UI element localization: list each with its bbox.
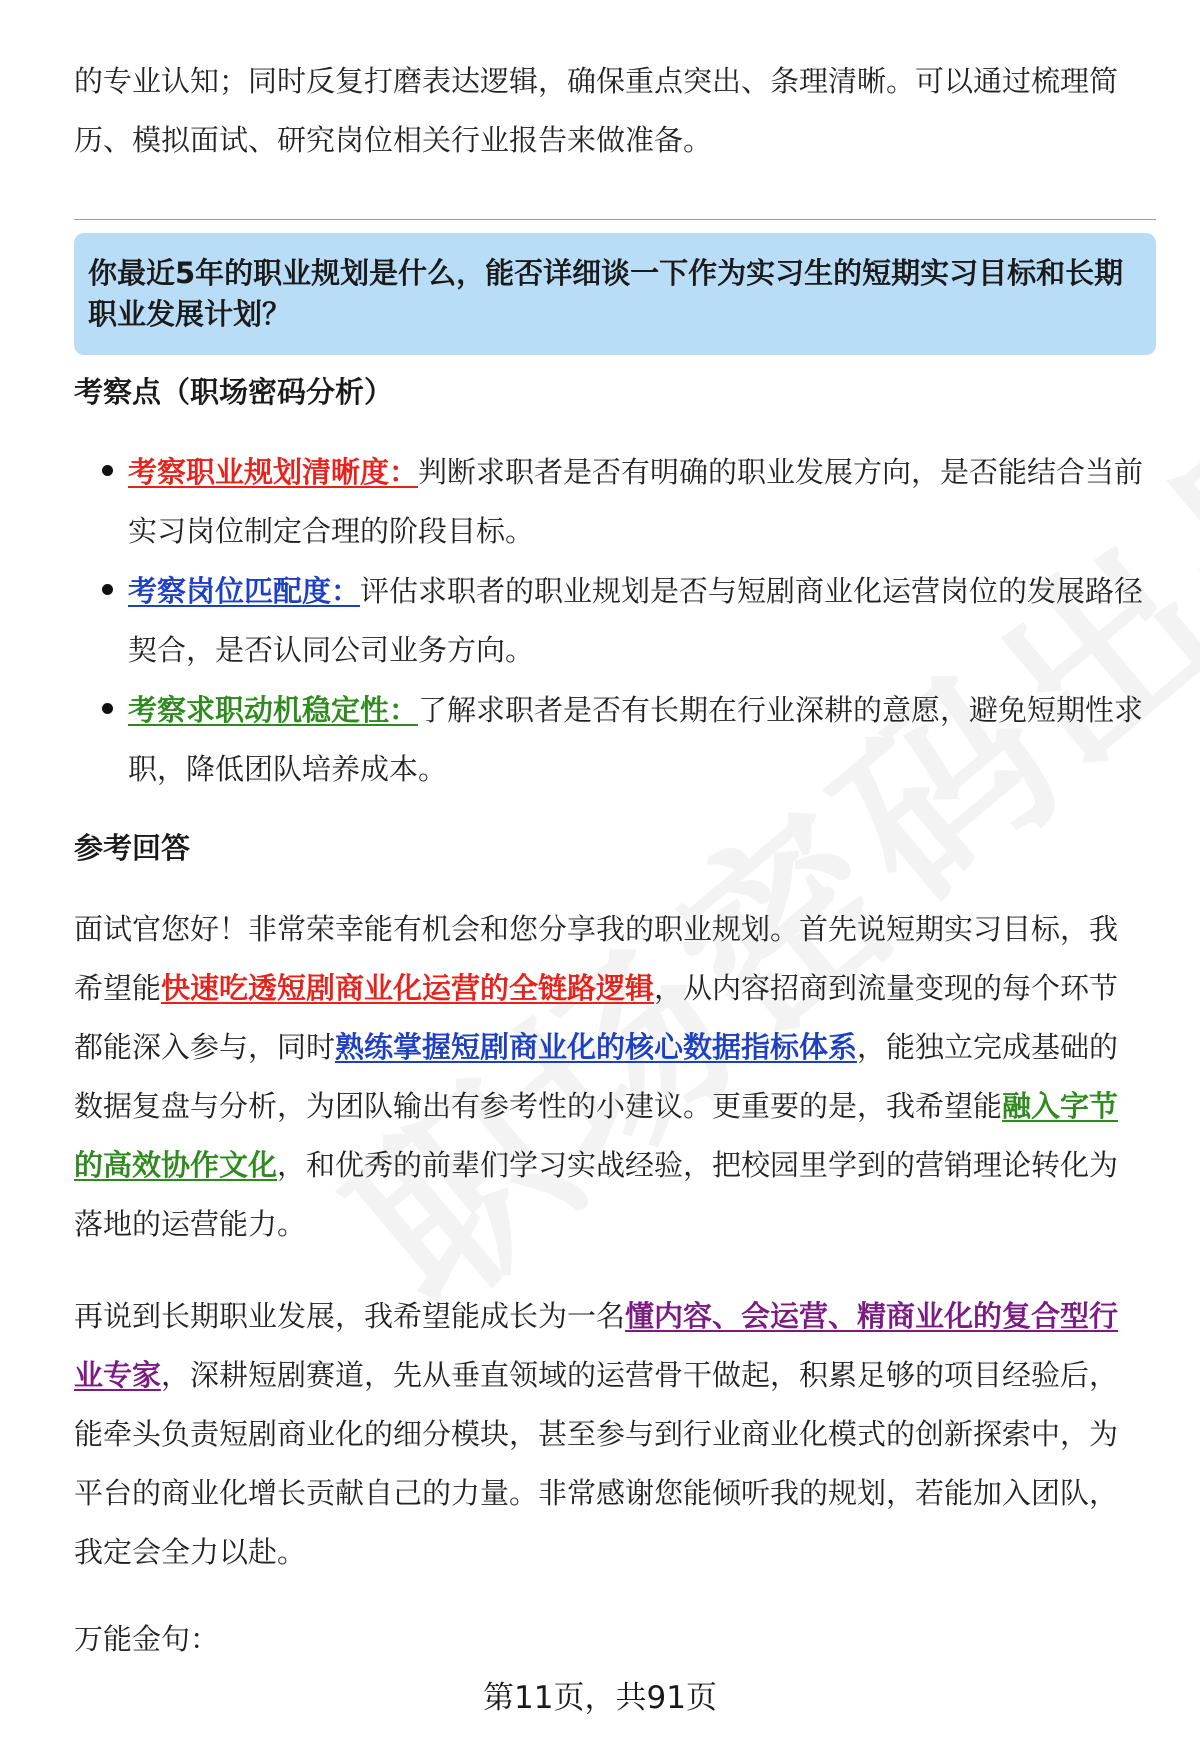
bullet-icon: [102, 584, 113, 595]
question-box: [74, 233, 1156, 355]
highlight-keyword: 熟练掌握短剧商业化的核心数据指标体系: [335, 1030, 858, 1064]
answer-text-segment: ，深耕短剧赛道，先从垂直领域的运营骨干做起，积累足够的项目经验后，能牵头负责短剧商业化的细分模块，甚至参与到行业商业化模式的创新探索中，为平台的商业化增长贡献自己的力量。非常感谢您能倾听我的规划，若能加入团队，我定会全力以赴。: [74, 1358, 1119, 1569]
assessment-item: [128, 562, 1148, 680]
assessment-heading: [74, 370, 1144, 411]
assessment-list: [128, 443, 1148, 800]
assessment-title: 考察点（职场密码分析）: [74, 375, 394, 409]
assessment-text: 了解求职者是否有长期在行业深耕的意愿，避免短期性求职，降低团队培养成本。: [128, 693, 1144, 786]
bullet-icon: [102, 703, 113, 714]
page-number: 第11页，共91页: [483, 1680, 717, 1716]
assessment-item: [128, 443, 1148, 561]
question-text: 你最近5年的职业规划是什么，能否详细谈一下作为实习生的短期实习目标和长期职业发展计划？: [88, 256, 1124, 331]
reference-heading: [74, 826, 1144, 867]
answer-text-segment: 面试官您好！非常荣幸能有机会和您分享我的职业规划。首先说短期实习目标，我希望能: [74, 912, 1119, 1005]
highlight-keyword: 融入字节的高效协作文化: [74, 1089, 1119, 1182]
assessment-keyword: 考察求职动机稳定性：: [128, 693, 419, 727]
intro-text: 的专业认知；同时反复打磨表达逻辑，确保重点突出、条理清晰。可以通过梳理简历、模拟面试、研究岗位相关行业报告来做准备。: [74, 64, 1119, 157]
golden-sentence-label: [74, 1610, 1144, 1669]
assessment-text: 判断求职者是否有明确的职业发展方向，是否能结合当前实习岗位制定合理的阶段目标。: [128, 455, 1144, 548]
intro-paragraph: [74, 52, 1144, 170]
golden-label: 万能金句：: [74, 1622, 220, 1656]
reference-title: 参考回答: [74, 831, 191, 865]
answer-text-segment: ，能独立完成基础的数据复盘与分析，为团队输出有参考性的小建议。更重要的是，我希望能: [74, 1030, 1119, 1123]
answer-paragraph-1: [74, 900, 1144, 1254]
section-divider: [74, 219, 1156, 220]
highlight-keyword: 懂内容、会运营、精商业化的复合型行业专家: [74, 1299, 1119, 1392]
assessment-keyword: 考察岗位匹配度：: [128, 574, 361, 608]
answer-text-segment: ，和优秀的前辈们学习实战经验，把校园里学到的营销理论转化为落地的运营能力。: [74, 1148, 1119, 1241]
answer-text-2: [74, 1287, 1144, 1582]
bullet-icon: [102, 465, 113, 476]
answer-text-1: [74, 900, 1144, 1254]
assessment-keyword: 考察职业规划清晰度：: [128, 455, 419, 489]
answer-text-segment: 再说到长期职业发展，我希望能成长为一名: [74, 1299, 626, 1333]
highlight-keyword: 快速吃透短剧商业化运营的全链路逻辑: [161, 971, 655, 1005]
answer-paragraph-2: [74, 1287, 1144, 1582]
assessment-item: [128, 681, 1148, 799]
answer-text-segment: ，从内容招商到流量变现的每个环节都能深入参与，同时: [74, 971, 1119, 1064]
assessment-text: 评估求职者的职业规划是否与短剧商业化运营岗位的发展路径契合，是否认同公司业务方向。: [128, 574, 1144, 667]
